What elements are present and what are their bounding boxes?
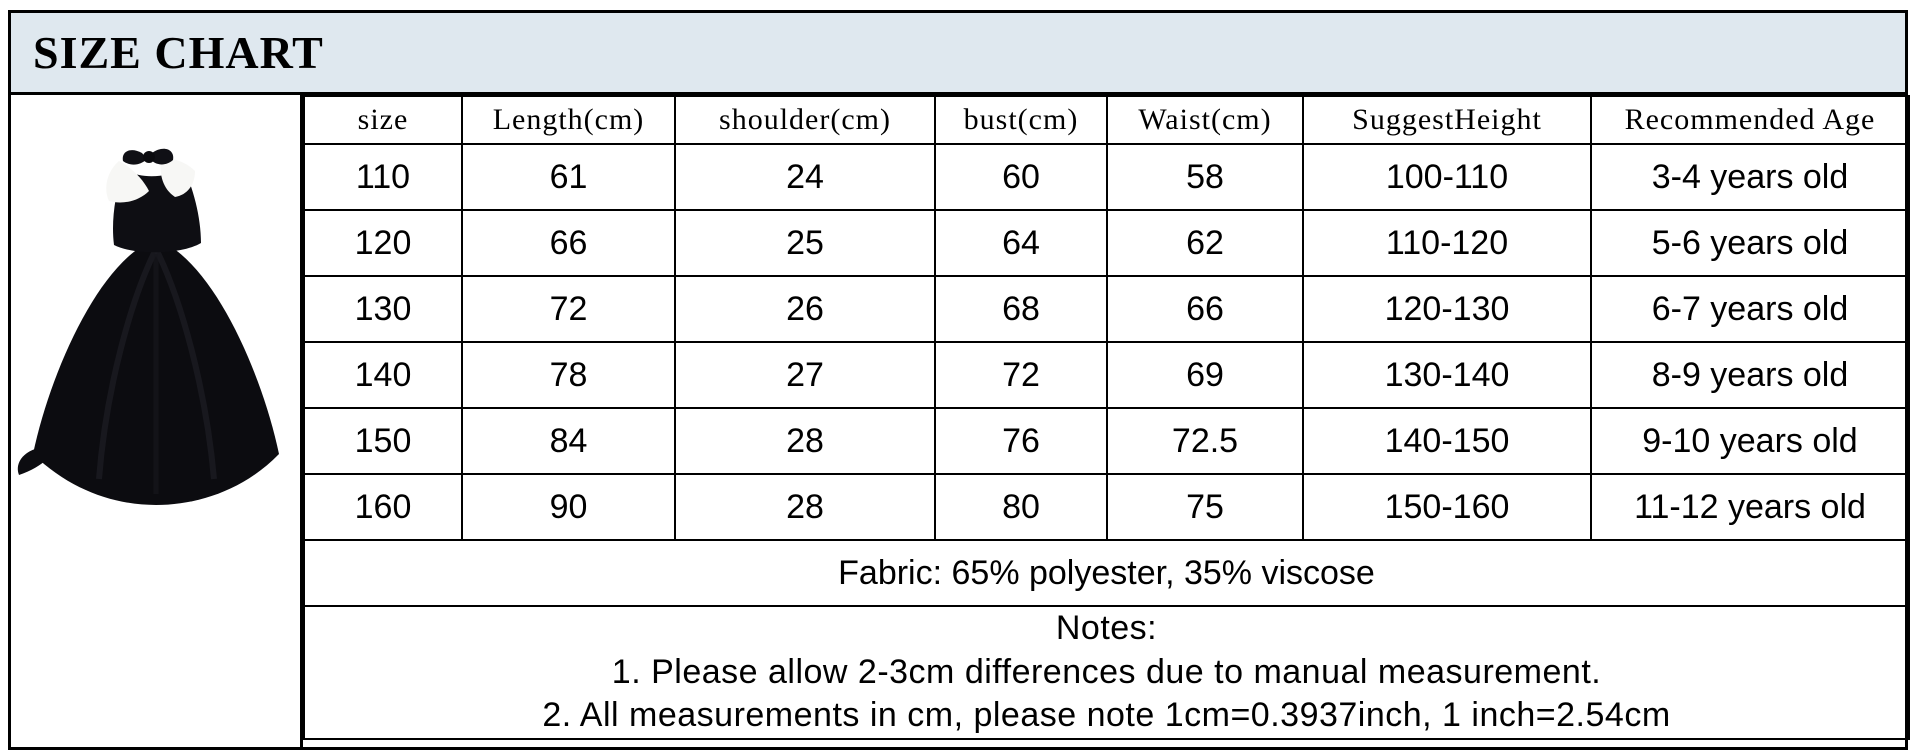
cell-height: 110-120 (1303, 210, 1591, 276)
black-dress-photo (11, 109, 300, 529)
cell-age: 8-9 years old (1591, 342, 1909, 408)
cell-shoulder: 28 (675, 408, 935, 474)
cell-bust: 72 (935, 342, 1107, 408)
notes-block (304, 606, 1909, 739)
cell-waist: 62 (1107, 210, 1303, 276)
cell-size: 150 (304, 408, 462, 474)
notes-title: Notes: (1055, 609, 1158, 647)
column-header-recommended-age: Recommended Age (1591, 96, 1909, 144)
table-row (304, 144, 1909, 210)
cell-waist: 69 (1107, 342, 1303, 408)
page-title: SIZE CHART (33, 26, 324, 78)
table-row (304, 276, 1909, 342)
cell-height: 130-140 (1303, 342, 1591, 408)
cell-size: 140 (304, 342, 462, 408)
column-header-length: Length(cm) (462, 96, 675, 144)
cell-size: 110 (304, 144, 462, 210)
column-header-shoulder: shoulder(cm) (675, 96, 935, 144)
cell-shoulder: 26 (675, 276, 935, 342)
cell-length: 61 (462, 144, 675, 210)
product-image-pane (11, 95, 303, 747)
note-line-1: 1. Please allow 2-3cm differences due to manual measurement. (611, 652, 1602, 691)
table-row (304, 408, 1909, 474)
cell-length: 66 (462, 210, 675, 276)
fabric-row (304, 540, 1909, 606)
title-bar (11, 13, 1905, 95)
cell-age: 6-7 years old (1591, 276, 1909, 342)
cell-bust: 80 (935, 474, 1107, 540)
cell-age: 11-12 years old (1591, 474, 1909, 540)
cell-shoulder: 27 (675, 342, 935, 408)
cell-length: 84 (462, 408, 675, 474)
cell-size: 160 (304, 474, 462, 540)
table-row (304, 474, 1909, 540)
notes-row (304, 606, 1909, 739)
cell-bust: 68 (935, 276, 1107, 342)
column-header-waist: Waist(cm) (1107, 96, 1303, 144)
cell-size: 120 (304, 210, 462, 276)
size-chart-sheet (8, 10, 1908, 750)
cell-age: 5-6 years old (1591, 210, 1909, 276)
cell-waist: 66 (1107, 276, 1303, 342)
cell-shoulder: 25 (675, 210, 935, 276)
cell-bust: 60 (935, 144, 1107, 210)
size-table (303, 95, 1910, 740)
note-line-2: 2. All measurements in cm, please note 1cm=0.3937inch, 1 inch=2.54cm (542, 696, 1671, 735)
cell-shoulder: 24 (675, 144, 935, 210)
cell-size: 130 (304, 276, 462, 342)
cell-height: 140-150 (1303, 408, 1591, 474)
cell-length: 72 (462, 276, 675, 342)
table-row (304, 210, 1909, 276)
cell-height: 100-110 (1303, 144, 1591, 210)
size-table-container (303, 95, 1905, 747)
cell-age: 9-10 years old (1591, 408, 1909, 474)
cell-waist: 75 (1107, 474, 1303, 540)
cell-age: 3-4 years old (1591, 144, 1909, 210)
cell-height: 120-130 (1303, 276, 1591, 342)
cell-waist: 72.5 (1107, 408, 1303, 474)
table-row (304, 342, 1909, 408)
cell-height: 150-160 (1303, 474, 1591, 540)
column-header-bust: bust(cm) (935, 96, 1107, 144)
cell-bust: 76 (935, 408, 1107, 474)
cell-length: 78 (462, 342, 675, 408)
column-header-suggest-height: SuggestHeight (1303, 96, 1591, 144)
fabric-text: Fabric: 65% polyester, 35% viscose (304, 540, 1909, 606)
column-header-size: size (304, 96, 462, 144)
cell-waist: 58 (1107, 144, 1303, 210)
cell-bust: 64 (935, 210, 1107, 276)
cell-shoulder: 28 (675, 474, 935, 540)
table-header-row (304, 96, 1909, 144)
cell-length: 90 (462, 474, 675, 540)
